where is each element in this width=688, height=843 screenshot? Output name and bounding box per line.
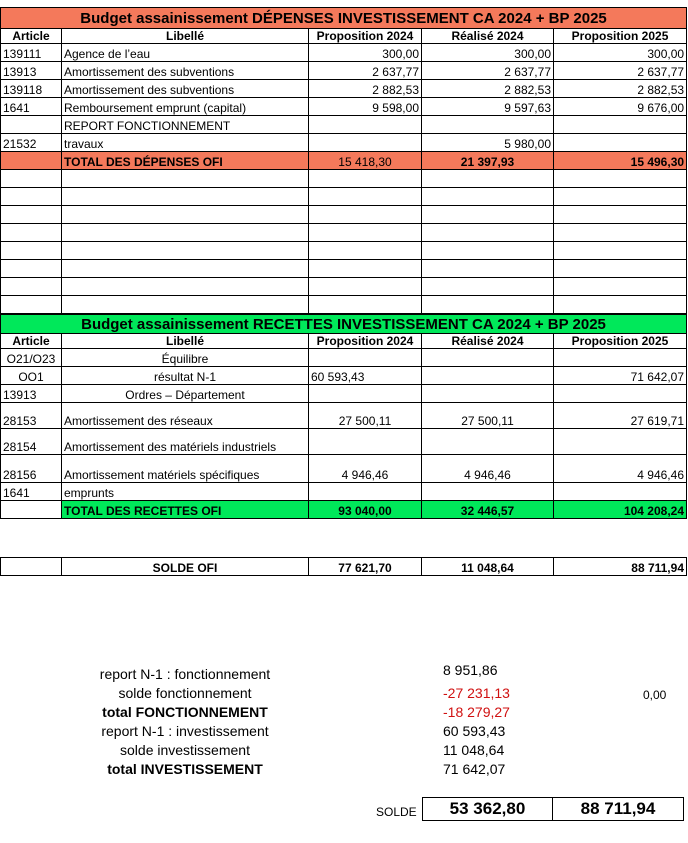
article-cell <box>1 152 62 170</box>
summary-label-total-investissement: total INVESTISSEMENT <box>107 761 263 777</box>
empty-row <box>1 188 687 206</box>
total-label: TOTAL DES DÉPENSES OFI <box>62 152 309 170</box>
table-row <box>1 44 687 62</box>
depenses-title: Budget assainissement DÉPENSES INVESTISSEMENT CA 2024 + BP 2025 <box>1 8 687 29</box>
solde-ofi-realise-2024: 11 048,64 <box>422 558 554 576</box>
realise-2024-cell <box>422 116 554 134</box>
empty-row <box>1 224 687 242</box>
col-header-proposition-2025: Proposition 2025 <box>554 29 687 44</box>
proposition-2025-cell: 27 619,71 <box>554 403 687 429</box>
summary-value-report-investissement: 60 593,43 <box>443 723 506 739</box>
article-cell <box>1 558 62 576</box>
proposition-2025-cell: 71 642,07 <box>554 367 687 385</box>
realise-2024-cell <box>422 385 554 403</box>
summary-labels <box>50 665 320 779</box>
proposition-2025-cell: 4 946,46 <box>554 455 687 483</box>
proposition-2025-cell <box>554 134 687 152</box>
realise-2024-cell: 300,00 <box>422 44 554 62</box>
summary-value-solde-fonctionnement: -27 231,13 <box>443 685 510 701</box>
realise-2024-cell <box>422 367 554 385</box>
article-cell: 139111 <box>1 44 62 62</box>
solde-value-2: 88 711,94 <box>552 797 684 821</box>
article-cell: 13913 <box>1 62 62 80</box>
realise-2024-cell: 27 500,11 <box>422 403 554 429</box>
table-row <box>1 349 687 367</box>
proposition-2025-cell <box>554 116 687 134</box>
total-proposition-2024: 15 418,30 <box>309 152 422 170</box>
solde-ofi-table <box>0 557 687 576</box>
realise-2024-cell <box>422 349 554 367</box>
realise-2024-cell: 2 637,77 <box>422 62 554 80</box>
libelle-cell: Amortissement des matériels industriels <box>62 429 309 455</box>
col-header-realise-2024: Réalisé 2024 <box>422 29 554 44</box>
table-row <box>1 385 687 403</box>
col-header-libelle: Libellé <box>62 334 309 349</box>
recettes-total-row <box>1 501 687 519</box>
article-cell: 28154 <box>1 429 62 455</box>
proposition-2024-cell <box>309 116 422 134</box>
proposition-2024-cell <box>309 349 422 367</box>
total-proposition-2024: 93 040,00 <box>309 501 422 519</box>
total-realise-2024: 21 397,93 <box>422 152 554 170</box>
summary-label-total-fonctionnement: total FONCTIONNEMENT <box>102 704 268 720</box>
recettes-table <box>0 314 687 519</box>
proposition-2024-cell: 27 500,11 <box>309 403 422 429</box>
col-header-libelle: Libellé <box>62 29 309 44</box>
recettes-header-row <box>1 334 687 349</box>
empty-row <box>1 206 687 224</box>
realise-2024-cell: 2 882,53 <box>422 80 554 98</box>
libelle-cell: Amortissement des réseaux <box>62 403 309 429</box>
summary-label-report-investissement: report N-1 : investissement <box>101 723 269 739</box>
proposition-2024-cell: 2 882,53 <box>309 80 422 98</box>
summary-label-report-fonctionnement: report N-1 : fonctionnement <box>99 666 271 682</box>
table-row <box>1 116 687 134</box>
summary-label-solde-investissement: solde investissement <box>120 742 250 758</box>
side-value: 0,00 <box>643 688 667 702</box>
realise-2024-cell: 4 946,46 <box>422 455 554 483</box>
total-proposition-2025: 15 496,30 <box>554 152 687 170</box>
empty-row <box>1 260 687 278</box>
proposition-2024-cell <box>309 483 422 501</box>
proposition-2024-cell <box>309 385 422 403</box>
summary-value-total-investissement: 71 642,07 <box>443 761 506 777</box>
proposition-2025-cell: 300,00 <box>554 44 687 62</box>
libelle-cell: Amortissement des subventions <box>62 80 309 98</box>
proposition-2024-cell <box>309 429 422 455</box>
libelle-cell: Amortissement des subventions <box>62 62 309 80</box>
table-row <box>1 80 687 98</box>
proposition-2024-cell: 300,00 <box>309 44 422 62</box>
article-cell: O21/O23 <box>1 349 62 367</box>
table-row <box>1 403 687 429</box>
solde-label: SOLDE <box>376 805 417 819</box>
proposition-2025-cell: 2 882,53 <box>554 80 687 98</box>
table-row <box>1 62 687 80</box>
article-cell: 1641 <box>1 98 62 116</box>
empty-row <box>1 296 687 314</box>
total-label: TOTAL DES RECETTES OFI <box>62 501 309 519</box>
proposition-2025-cell <box>554 429 687 455</box>
article-cell: 28156 <box>1 455 62 483</box>
solde-ofi-proposition-2025: 88 711,94 <box>554 558 687 576</box>
col-header-article: Article <box>1 334 62 349</box>
table-row <box>1 367 687 385</box>
article-cell: OO1 <box>1 367 62 385</box>
proposition-2025-cell <box>554 349 687 367</box>
solde-value-1: 53 362,80 <box>422 797 553 821</box>
col-header-proposition-2025: Proposition 2025 <box>554 334 687 349</box>
col-header-realise-2024: Réalisé 2024 <box>422 334 554 349</box>
total-proposition-2025: 104 208,24 <box>554 501 687 519</box>
proposition-2024-cell: 4 946,46 <box>309 455 422 483</box>
solde-ofi-label: SOLDE OFI <box>62 558 309 576</box>
total-realise-2024: 32 446,57 <box>422 501 554 519</box>
empty-row <box>1 170 687 188</box>
article-cell: 21532 <box>1 134 62 152</box>
col-header-proposition-2024: Proposition 2024 <box>309 29 422 44</box>
proposition-2024-cell: 9 598,00 <box>309 98 422 116</box>
table-row <box>1 455 687 483</box>
solde-ofi-proposition-2024: 77 621,70 <box>309 558 422 576</box>
col-header-article: Article <box>1 29 62 44</box>
table-row <box>1 134 687 152</box>
proposition-2024-cell: 60 593,43 <box>309 367 422 385</box>
proposition-2025-cell <box>554 483 687 501</box>
summary-value-report-fonctionnement: 8 951,86 <box>443 662 498 678</box>
table-row <box>1 98 687 116</box>
libelle-cell: travaux <box>62 134 309 152</box>
depenses-table <box>0 7 687 314</box>
proposition-2025-cell: 2 637,77 <box>554 62 687 80</box>
article-cell: 1641 <box>1 483 62 501</box>
libelle-cell: REPORT FONCTIONNEMENT <box>62 116 309 134</box>
proposition-2024-cell: 2 637,77 <box>309 62 422 80</box>
solde-ofi-row <box>1 558 687 576</box>
summary-label-solde-fonctionnement: solde fonctionnement <box>118 685 252 701</box>
summary-values <box>443 661 583 779</box>
realise-2024-cell <box>422 483 554 501</box>
realise-2024-cell: 5 980,00 <box>422 134 554 152</box>
article-cell <box>1 501 62 519</box>
libelle-cell: résultat N-1 <box>62 367 309 385</box>
depenses-total-row <box>1 152 687 170</box>
summary-value-solde-investissement: 11 048,64 <box>443 742 505 758</box>
proposition-2025-cell: 9 676,00 <box>554 98 687 116</box>
realise-2024-cell: 9 597,63 <box>422 98 554 116</box>
libelle-cell: Remboursement emprunt (capital) <box>62 98 309 116</box>
libelle-cell: emprunts <box>62 483 309 501</box>
depenses-header-row <box>1 29 687 44</box>
libelle-cell: Ordres – Département <box>62 385 309 403</box>
recettes-title: Budget assainissement RECETTES INVESTISSEMENT CA 2024 + BP 2025 <box>1 315 687 334</box>
table-row <box>1 429 687 455</box>
libelle-cell: Équilibre <box>62 349 309 367</box>
summary-value-total-fonctionnement: -18 279,27 <box>443 704 510 720</box>
libelle-cell: Amortissement matériels spécifiques <box>62 455 309 483</box>
table-row <box>1 483 687 501</box>
proposition-2025-cell <box>554 385 687 403</box>
empty-row <box>1 278 687 296</box>
article-cell: 13913 <box>1 385 62 403</box>
article-cell: 139118 <box>1 80 62 98</box>
libelle-cell: Agence de l’eau <box>62 44 309 62</box>
article-cell <box>1 116 62 134</box>
col-header-proposition-2024: Proposition 2024 <box>309 334 422 349</box>
realise-2024-cell <box>422 429 554 455</box>
proposition-2024-cell <box>309 134 422 152</box>
article-cell: 28153 <box>1 403 62 429</box>
empty-row <box>1 242 687 260</box>
